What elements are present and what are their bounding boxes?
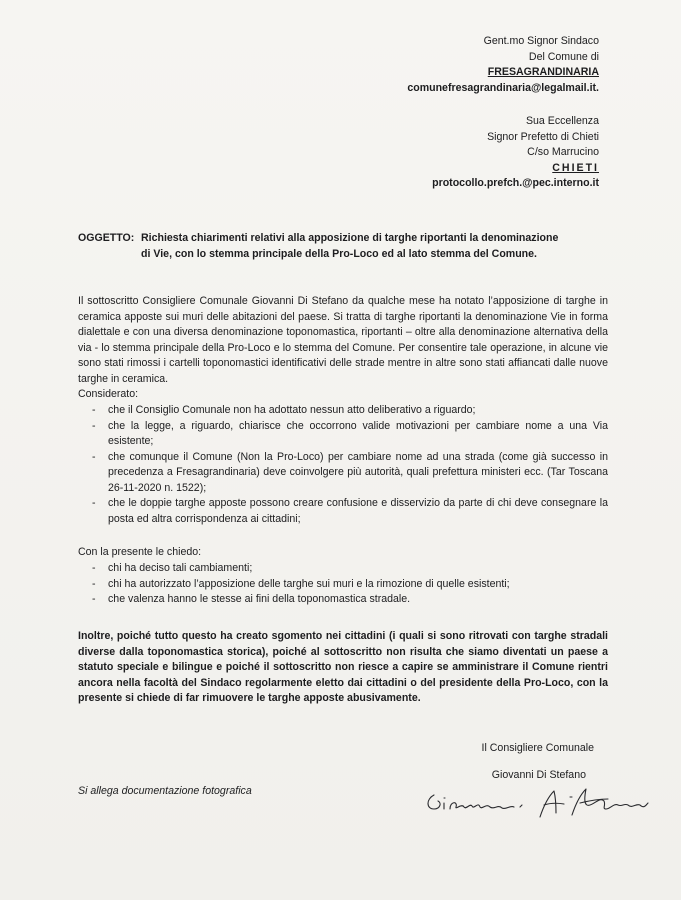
intro-paragraph: Il sottoscritto Consigliere Comunale Giovanni Di Stefano da qualche mese ha notato l’apposizione di targhe in ceramica apposte sui muri delle abitazioni del paese. Si tratta di targhe riportanti la denominazione Vie in forma dialettale e con una diversa denominazione toponomastica, riportanti – oltre alla denominazione alternativa della via - lo stemma principale della Pro-Loco e lo stemma del Comune. Per consentire tale operazione, in alcune vie sono stati rimossi i cartelli toponomastici identificativi delle strade mentre in altre sono stati affiancati dalle nuove targhe in ceramica. [78,295,608,385]
considerato-label: Considerato: [78,388,139,400]
list-item: - che le doppie targhe apposte possono creare confusione e disservizio da parte di chi deve consegnare la posta ed altra corrispondenza ai cittadini; [92,497,608,525]
recipient-line: Signor Prefetto di Chieti [487,130,599,143]
closing-role: Il Consigliere Comunale [481,742,594,754]
subject-block [78,231,618,262]
recipient-line: C/so Marrucino [527,146,599,158]
recipient-email: protocollo.prefch.@pec.interno.it [432,177,599,189]
recipient-line: CHIETI [552,161,599,174]
recipient-line: Del Comune di [528,50,599,63]
subject-line: di Vie, con lo stemma principale della Pro-Loco ed al lato stemma del Comune. [141,247,537,260]
list-item: - che la legge, a riguardo, chiarisce che occorrono valide motivazioni per cambiare nome a una Via esistente; [92,419,608,447]
list-item: - che comunque il Comune (Non la Pro-Loco) per cambiare nome ad una strada (come già successo in precedenza a Fresagrandinaria) deve coinvolgere più autorità, quali prefettura ministeri ecc. (Tar Toscana 26-11-2020 n. 1522); [92,450,608,494]
recipient-prefect [432,114,599,192]
handwritten-signature [420,783,660,823]
conclusion-paragraph: Inoltre, poiché tutto questo ha creato sgomento nei cittadini (i quali si sono ritrovati con targhe stradali diverse dalla toponomastica storica), poiché al sottoscritto non risulta che siamo diventati un paese a statuto speciale e bilingue e poiché il sottoscritto non riesce a capire se amministrare il Comune rientri ancora nella facoltà del Sindaco regolarmente eletto dai cittadini o del presidente della Pro-Loco, con la presente si chiede di far rimuovere le targhe apposte abusivamente. [78,630,608,704]
recipient-email: comunefresagrandinaria@legalmail.it. [407,81,599,94]
recipient-line: FRESAGRANDINARIA [487,66,599,78]
list-item: - che valenza hanno le stesse ai fini della toponomastica stradale. [92,593,411,605]
considerato-list [78,403,608,527]
closing-name: Giovanni Di Stefano [491,769,586,781]
chiedo-list [78,561,608,608]
list-item: - che il Consiglio Comunale non ha adottato nessun atto deliberativo a riguardo; [92,404,476,416]
attachment-note: Si allega documentazione fotografica [78,785,252,797]
recipient-line: Gent.mo Signor Sindaco [483,35,599,47]
recipient-mayor [407,34,599,96]
subject-label: OGGETTO: [78,232,135,244]
list-item: - chi ha deciso tali cambiamenti; [92,562,253,574]
recipient-line: Sua Eccellenza [525,115,599,127]
subject-line: Richiesta chiarimenti relativi alla apposizione di targhe riportanti la denominazione [141,232,559,244]
list-item: - chi ha autorizzato l’apposizione delle targhe sui muri e la rimozione di quelle esistenti; [92,577,510,590]
chiedo-label: Con la presente le chiedo: [78,546,202,558]
